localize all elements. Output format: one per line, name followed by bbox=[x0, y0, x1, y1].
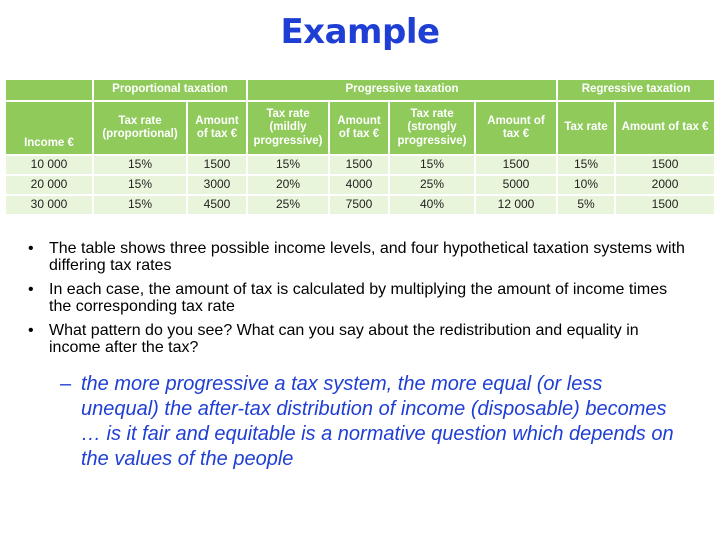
table-cell: 5000 bbox=[475, 175, 557, 195]
sub-point-text: the more progressive a tax system, the more equal (or less unequal) the after-tax distribution of income (disposable) becomes … is it fair and equitable is a normative question which depends on the values of the people bbox=[81, 373, 674, 470]
sub-point bbox=[60, 372, 680, 472]
table-row bbox=[5, 195, 715, 215]
column-header: Tax rate (proportional) bbox=[93, 101, 187, 155]
bullet-item bbox=[28, 240, 688, 274]
table-row bbox=[5, 155, 715, 175]
table-cell: 40% bbox=[389, 195, 475, 215]
table-cell: 2000 bbox=[615, 175, 715, 195]
bullet-text: In each case, the amount of tax is calculated by multiplying the amount of income times the corresponding tax rate bbox=[49, 281, 668, 315]
table-cell: 12 000 bbox=[475, 195, 557, 215]
table-cell: 1500 bbox=[475, 155, 557, 175]
group-header-income bbox=[5, 79, 93, 101]
table-cell: 1500 bbox=[187, 155, 247, 175]
table-cell: 30 000 bbox=[5, 195, 93, 215]
column-header: Income € bbox=[5, 101, 93, 155]
table-cell: 3000 bbox=[187, 175, 247, 195]
table-cell: 5% bbox=[557, 195, 615, 215]
bullet-text: The table shows three possible income levels, and four hypothetical taxation systems with differing tax rates bbox=[49, 240, 685, 274]
column-header: Tax rate bbox=[557, 101, 615, 155]
group-header-proportional: Proportional taxation bbox=[93, 79, 247, 101]
bullet-item bbox=[28, 281, 688, 315]
table-cell: 15% bbox=[389, 155, 475, 175]
bullet-icon: • bbox=[28, 240, 34, 257]
table-cell: 1500 bbox=[329, 155, 389, 175]
column-header: Tax rate (strongly progressive) bbox=[389, 101, 475, 155]
bullet-text: What pattern do you see? What can you say about the redistribution and equality in income after the tax? bbox=[49, 322, 639, 356]
column-header: Amount of tax € bbox=[615, 101, 715, 155]
table-cell: 4500 bbox=[187, 195, 247, 215]
table-cell: 15% bbox=[557, 155, 615, 175]
table-cell: 4000 bbox=[329, 175, 389, 195]
table-row bbox=[5, 175, 715, 195]
slide-title: Example bbox=[280, 12, 440, 52]
table-cell: 15% bbox=[93, 175, 187, 195]
bullet-icon: • bbox=[28, 322, 34, 339]
table-cell: 25% bbox=[247, 195, 329, 215]
table-cell: 15% bbox=[93, 155, 187, 175]
bullet-item bbox=[28, 322, 688, 356]
table-cell: 25% bbox=[389, 175, 475, 195]
table-cell: 20% bbox=[247, 175, 329, 195]
column-header: Amount of tax € bbox=[475, 101, 557, 155]
column-header: Amount of tax € bbox=[187, 101, 247, 155]
bullet-icon: • bbox=[28, 281, 34, 298]
table-cell: 15% bbox=[247, 155, 329, 175]
table-cell: 15% bbox=[93, 195, 187, 215]
taxation-table bbox=[4, 78, 716, 216]
column-header: Tax rate (mildly progressive) bbox=[247, 101, 329, 155]
dash-icon: – bbox=[60, 373, 72, 395]
group-header-progressive: Progressive taxation bbox=[247, 79, 557, 101]
table-column-header-row bbox=[5, 101, 715, 155]
table-cell: 10 000 bbox=[5, 155, 93, 175]
column-header: Amount of tax € bbox=[329, 101, 389, 155]
table-cell: 20 000 bbox=[5, 175, 93, 195]
group-header-regressive: Regressive taxation bbox=[557, 79, 715, 101]
table-cell: 1500 bbox=[615, 155, 715, 175]
table-cell: 7500 bbox=[329, 195, 389, 215]
bullet-list bbox=[28, 240, 688, 363]
table-group-header-row bbox=[5, 79, 715, 101]
table-cell: 1500 bbox=[615, 195, 715, 215]
table-cell: 10% bbox=[557, 175, 615, 195]
